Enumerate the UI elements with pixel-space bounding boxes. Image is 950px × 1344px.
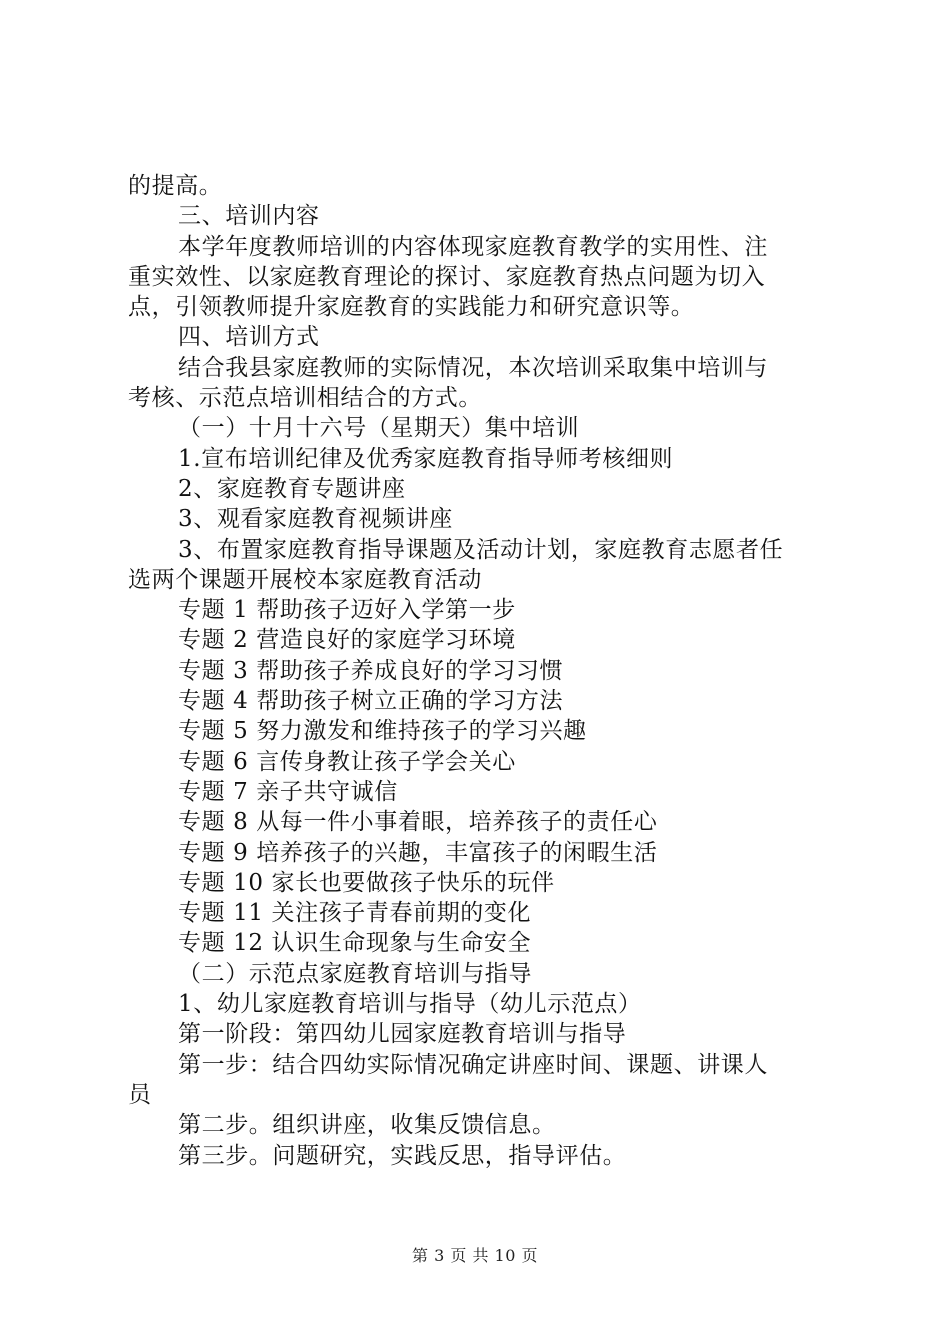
- text-line: 专题 2 营造良好的家庭学习环境: [178, 627, 516, 654]
- text-line: 专题 11 关注孩子青春前期的变化: [178, 900, 532, 927]
- page-footer: 第 3 页 共 10 页: [412, 1246, 538, 1265]
- text-line: 第一阶段：第四幼儿园家庭教育培训与指导: [178, 1021, 627, 1048]
- document-body: [128, 171, 833, 1171]
- text-line: 3、观看家庭教育视频讲座: [178, 506, 453, 533]
- text-line: 第二步。组织讲座，收集反馈信息。: [178, 1112, 556, 1139]
- text-line: 专题 12 认识生命现象与生命安全: [178, 930, 532, 957]
- text-line: 专题 6 言传身教让孩子学会关心: [178, 748, 516, 775]
- text-line: 第一步：结合四幼实际情况确定讲座时间、课题、讲课人: [178, 1051, 768, 1078]
- text-line: 选两个课题开展校本家庭教育活动: [128, 566, 482, 593]
- text-line: 专题 10 家长也要做孩子快乐的玩伴: [178, 869, 555, 896]
- text-line: 重实效性、以家庭教育理论的探讨、家庭教育热点问题为切入: [128, 263, 766, 290]
- text-line: 三、培训内容: [178, 203, 320, 230]
- text-line: 2、家庭教育专题讲座: [178, 475, 406, 502]
- text-line: 结合我县家庭教师的实际情况，本次培训采取集中培训与: [178, 354, 768, 381]
- text-line: 点，引领教师提升家庭教育的实践能力和研究意识等。: [128, 294, 695, 321]
- text-line: 专题 4 帮助孩子树立正确的学习方法: [178, 688, 564, 715]
- text-line: 专题 7 亲子共守诚信: [178, 778, 398, 805]
- text-line: 专题 8 从每一件小事着眼，培养孩子的责任心: [178, 809, 658, 836]
- text-line: 本学年度教师培训的内容体现家庭教育教学的实用性、注: [178, 233, 768, 260]
- text-line: 第三步。问题研究，实践反思，指导评估。: [178, 1142, 627, 1169]
- text-line: 3、布置家庭教育指导课题及活动计划，家庭教育志愿者任: [178, 536, 784, 563]
- text-line: 专题 3 帮助孩子养成良好的学习习惯: [178, 657, 564, 684]
- text-line: 的提高。: [128, 173, 223, 199]
- text-line: 专题 5 努力激发和维持孩子的学习兴趣: [178, 718, 587, 745]
- text-line: 专题 1 帮助孩子迈好入学第一步: [178, 597, 516, 624]
- text-line: （二）示范点家庭教育培训与指导: [178, 960, 532, 987]
- text-line: 四、培训方式: [178, 324, 320, 351]
- text-line: 1、幼儿家庭教育培训与指导（幼儿示范点）: [178, 991, 642, 1018]
- text-line: 考核、示范点培训相结合的方式。: [128, 385, 482, 412]
- text-line: 专题 9 培养孩子的兴趣，丰富孩子的闲暇生活: [178, 839, 658, 866]
- text-line: 1.宣布培训纪律及优秀家庭教育指导师考核细则: [178, 445, 674, 472]
- text-line: 员: [128, 1081, 152, 1108]
- text-line: （一）十月十六号（星期天）集中培训: [178, 415, 580, 442]
